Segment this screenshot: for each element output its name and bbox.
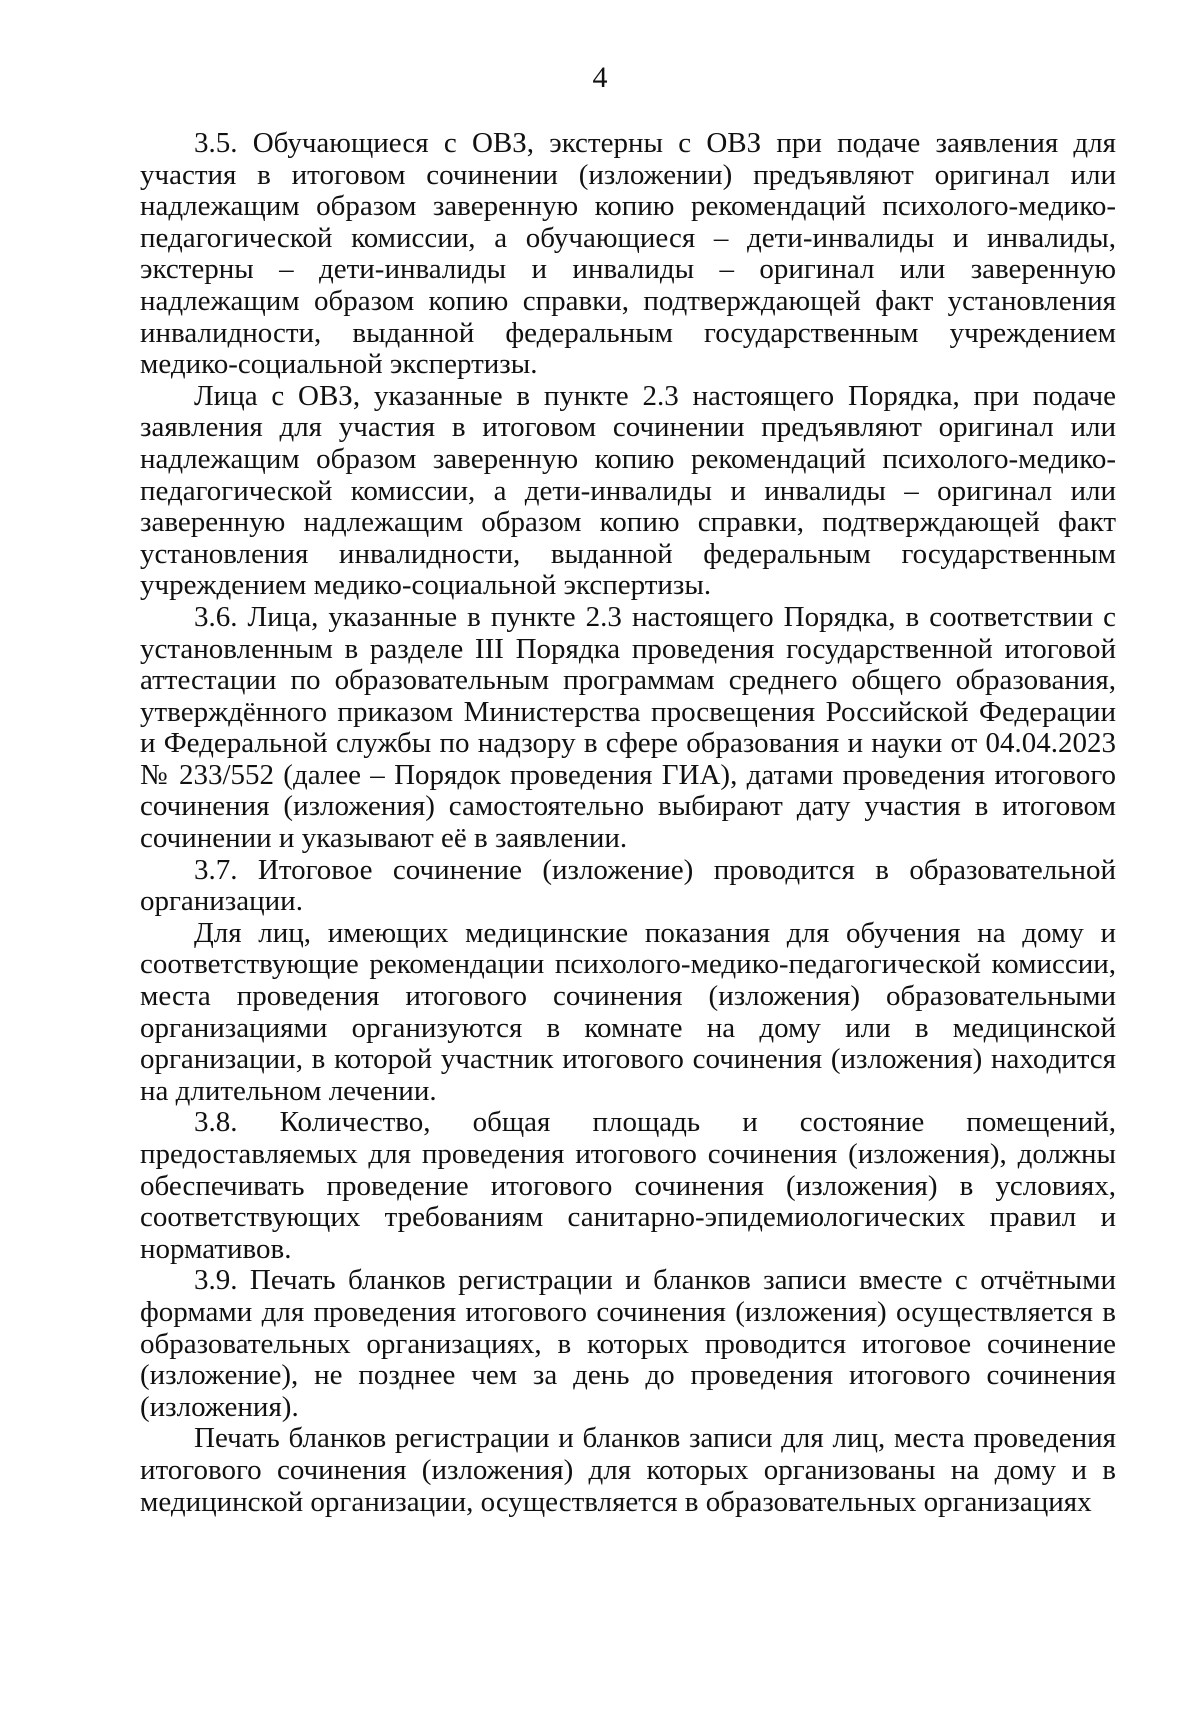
page-number: 4 (592, 61, 608, 94)
paragraph-home-schooling: Для лиц, имеющих медицинские показания для обучения на дому и соответствующие рекомендации психолого-медико-педагогической комиссии, места проведения итогового сочинения (изложения) образовательными организациями организуются в комнате на дому или в медицинской организации, в которой участник итогового сочинения (изложения) находится на длительном лечении. (140, 916, 1116, 1107)
paragraph-3-5: 3.5. Обучающиеся с ОВЗ, экстерны с ОВЗ при подаче заявления для участия в итоговом сочинении (изложении) предъявляют оригинал или надлежащим образом заверенную копию рекомендаций психолого-медико-педагогической комиссии, а обучающиеся – дети-инвалиды и инвалиды, экстерны – дети-инвалиды и инвалиды – оригинал или заверенную надлежащим образом копию справки, подтверждающей факт установления инвалидности, выданной федеральным государственным учреждением медико-социальной экспертизы. (140, 127, 1116, 381)
paragraph-forms-printing: Печать бланков регистрации и бланков записи для лиц, места проведения итогового сочинения (изложения) для которых организованы на дому и в медицинской организации, осуществляется в образовательных организациях (140, 1422, 1116, 1518)
paragraph-3-6: 3.6. Лица, указанные в пункте 2.3 настоящего Порядка, в соответствии с установленным в разделе III Порядка проведения государственной итоговой аттестации по образовательным программам среднего общего образования, утверждённого приказом Министерства просвещения Российской Федерации и Федеральной службы по надзору в сфере образования и науки от 04.04.2023 № 233/552 (далее – Порядок проведения ГИА), датами проведения итогового сочинения (изложения) самостоятельно выбирают дату участия в итоговом сочинении и указывают её в заявлении. (140, 600, 1116, 855)
paragraph-3-9: 3.9. Печать бланков регистрации и бланков записи вместе с отчётными формами для проведения итогового сочинения (изложения) осуществляется в образовательных организациях, в которых проводится итоговое сочинение (изложение), не позднее чем за день до проведения итогового сочинения (изложения). (140, 1264, 1116, 1423)
paragraph-3-7: 3.7. Итоговое сочинение (изложение) проводится в образовательной организации. (140, 853, 1116, 918)
document-body (140, 128, 1116, 1518)
paragraph-3-8: 3.8. Количество, общая площадь и состояние помещений, предоставляемых для проведения итогового сочинения (изложения), должны обеспечивать проведение итогового сочинения (изложения) в условиях, соответствующих требованиям санитарно-эпидемиологических правил и нормативов. (140, 1106, 1116, 1265)
paragraph-ovz-persons: Лица с ОВЗ, указанные в пункте 2.3 настоящего Порядка, при подаче заявления для участия в итоговом сочинении предъявляют оригинал или надлежащим образом заверенную копию рекомендаций психолого-медико-педагогической комиссии, а дети-инвалиды и инвалиды – оригинал или заверенную надлежащим образом копию справки, подтверждающей факт установления инвалидности, выданной федеральным государственным учреждением медико-социальной экспертизы. (140, 379, 1116, 602)
